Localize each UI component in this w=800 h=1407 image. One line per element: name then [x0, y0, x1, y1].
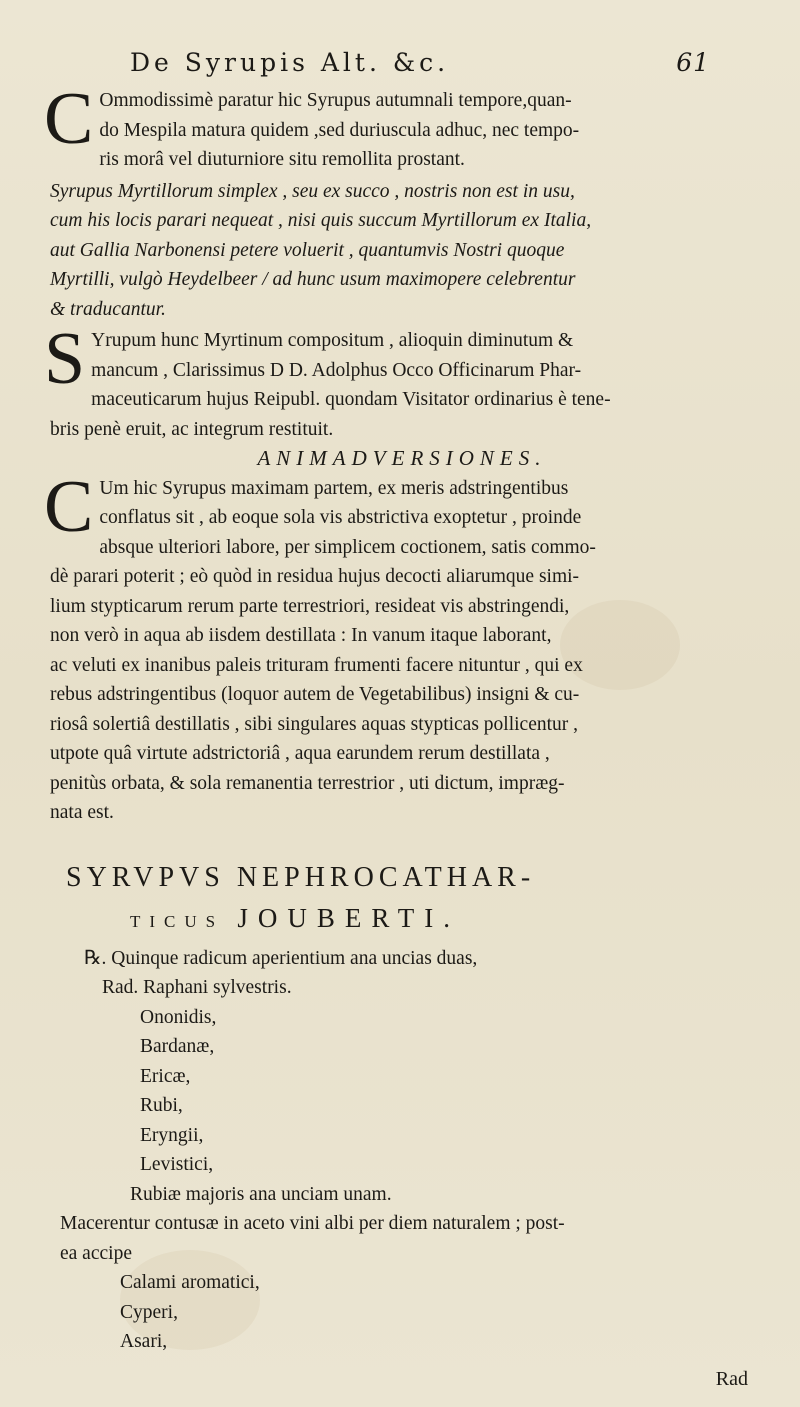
- text-line: bris penè eruit, ac integrum restituit.: [50, 418, 334, 440]
- running-title: De Syrupis Alt. &c.: [130, 48, 450, 77]
- text-line: aut Gallia Narbonensi petere voluerit , quantumvis Nostri quoque: [50, 239, 565, 261]
- text-line: Yrupum hunc Myrtinum compositum , alioquin diminutum &: [91, 330, 574, 351]
- running-header: [130, 48, 710, 77]
- ingredient: Calami aromatici,: [120, 1272, 260, 1293]
- recipe-line: Rubiæ majoris ana unciam unam.: [130, 1183, 392, 1205]
- text-line: mancum , Clarissimus D D. Adolphus Occo Officinarum Phar-: [91, 359, 582, 381]
- paragraph-3: [44, 318, 754, 444]
- ingredient: Rubi,: [140, 1095, 183, 1116]
- ingredient: Bardanæ,: [140, 1036, 215, 1057]
- text-line: Um hic Syrupus maximam partem, ex meris adstringentibus: [99, 477, 569, 499]
- text-line: absque ulteriori labore, per simplicem coctionem, satis commo-: [99, 536, 596, 558]
- recipe-subtitle-small: TICUS: [130, 911, 225, 931]
- text-line: dè parari poterit ; eò quòd in residua hujus decocti aliarumque simi-: [50, 566, 580, 587]
- recipe-list: [50, 944, 754, 1357]
- text-line: ris morâ vel diuturniore situ remollita prostant.: [99, 149, 465, 170]
- text-line: cum his locis parari nequeat , nisi quis succum Myrtillorum ex Italia,: [50, 210, 592, 231]
- text-line: lium stypticarum rerum parte terrestriori, resideat vis abstringendi,: [50, 595, 570, 617]
- text-line: riosâ solertiâ destillatis , sibi singulares aquas stypticas pollicentur ,: [50, 713, 579, 735]
- catchword: Rad: [715, 1368, 748, 1390]
- text-line: maceuticarum hujus Reipubl. quondam Visitator ordinarius è tene-: [91, 389, 611, 410]
- page-text: [44, 78, 754, 1357]
- text-line: nata est.: [50, 802, 114, 823]
- recipe-title: SYRVPVS NEPHROCATHAR-: [66, 861, 536, 893]
- ingredient: Cyperi,: [120, 1301, 178, 1323]
- text-line: Ommodissimè paratur hic Syrupus autumnali tempore,quan-: [99, 90, 572, 111]
- text-line: & traducantur.: [50, 298, 166, 320]
- recipe-subtitle-name: JOUBERTI.: [237, 902, 461, 933]
- page-number: 61: [676, 48, 710, 77]
- drop-cap: C: [44, 465, 94, 548]
- text-line: rebus adstringentibus (loquor autem de Vegetabilibus) insigni & cu-: [50, 684, 580, 705]
- drop-cap: C: [44, 78, 94, 160]
- paragraph-4: [44, 465, 754, 828]
- ingredient: Levistici,: [140, 1154, 214, 1175]
- recipe-line: ea accipe: [60, 1242, 132, 1264]
- text-line: conflatus sit , ab eoque sola vis abstrictiva exoptetur , proinde: [99, 507, 582, 528]
- ingredient: Asari,: [120, 1331, 168, 1352]
- text-line: do Mespila matura quidem ,sed duriuscula adhuc, nec tempo-: [99, 119, 580, 141]
- text-line: Syrupus Myrtillorum simplex , seu ex succo , nostris non est in usu,: [50, 180, 575, 202]
- ingredient: Ononidis,: [140, 1006, 217, 1028]
- text-line: non verò in aqua ab iisdem destillata : In vanum itaque laborant,: [50, 625, 552, 646]
- text-line: utpote quâ virtute adstrictoriâ , aqua earundem rerum destillata ,: [50, 743, 550, 764]
- paragraph-2: [50, 177, 754, 325]
- recipe-line: [50, 944, 754, 974]
- paragraph-1: [44, 78, 754, 175]
- text-line: penitùs orbata, & sola remanentia terrestrior , uti dictum, impræg-: [50, 772, 565, 794]
- text-line: ac veluti ex inanibus paleis trituram frumenti facere nituntur , qui ex: [50, 654, 583, 676]
- ingredient: Ericæ,: [140, 1065, 191, 1087]
- recipe-line: Rad. Raphani sylvestris.: [102, 977, 292, 998]
- text-line: Myrtilli, vulgò Heydelbeer / ad hunc usum maximopere celebrentur: [50, 269, 576, 290]
- recipe-subtitle: [130, 902, 754, 938]
- drop-cap: S: [44, 318, 86, 400]
- section-heading: ANIMADVERSIONES.: [257, 446, 547, 470]
- ingredient: Eryngii,: [140, 1124, 204, 1146]
- recipe-first: Quinque radicum aperientium ana uncias duas,: [111, 947, 478, 969]
- recipe-symbol: ℞.: [84, 947, 107, 969]
- recipe-line: Macerentur contusæ in aceto vini albi per diem naturalem ; post-: [60, 1213, 565, 1234]
